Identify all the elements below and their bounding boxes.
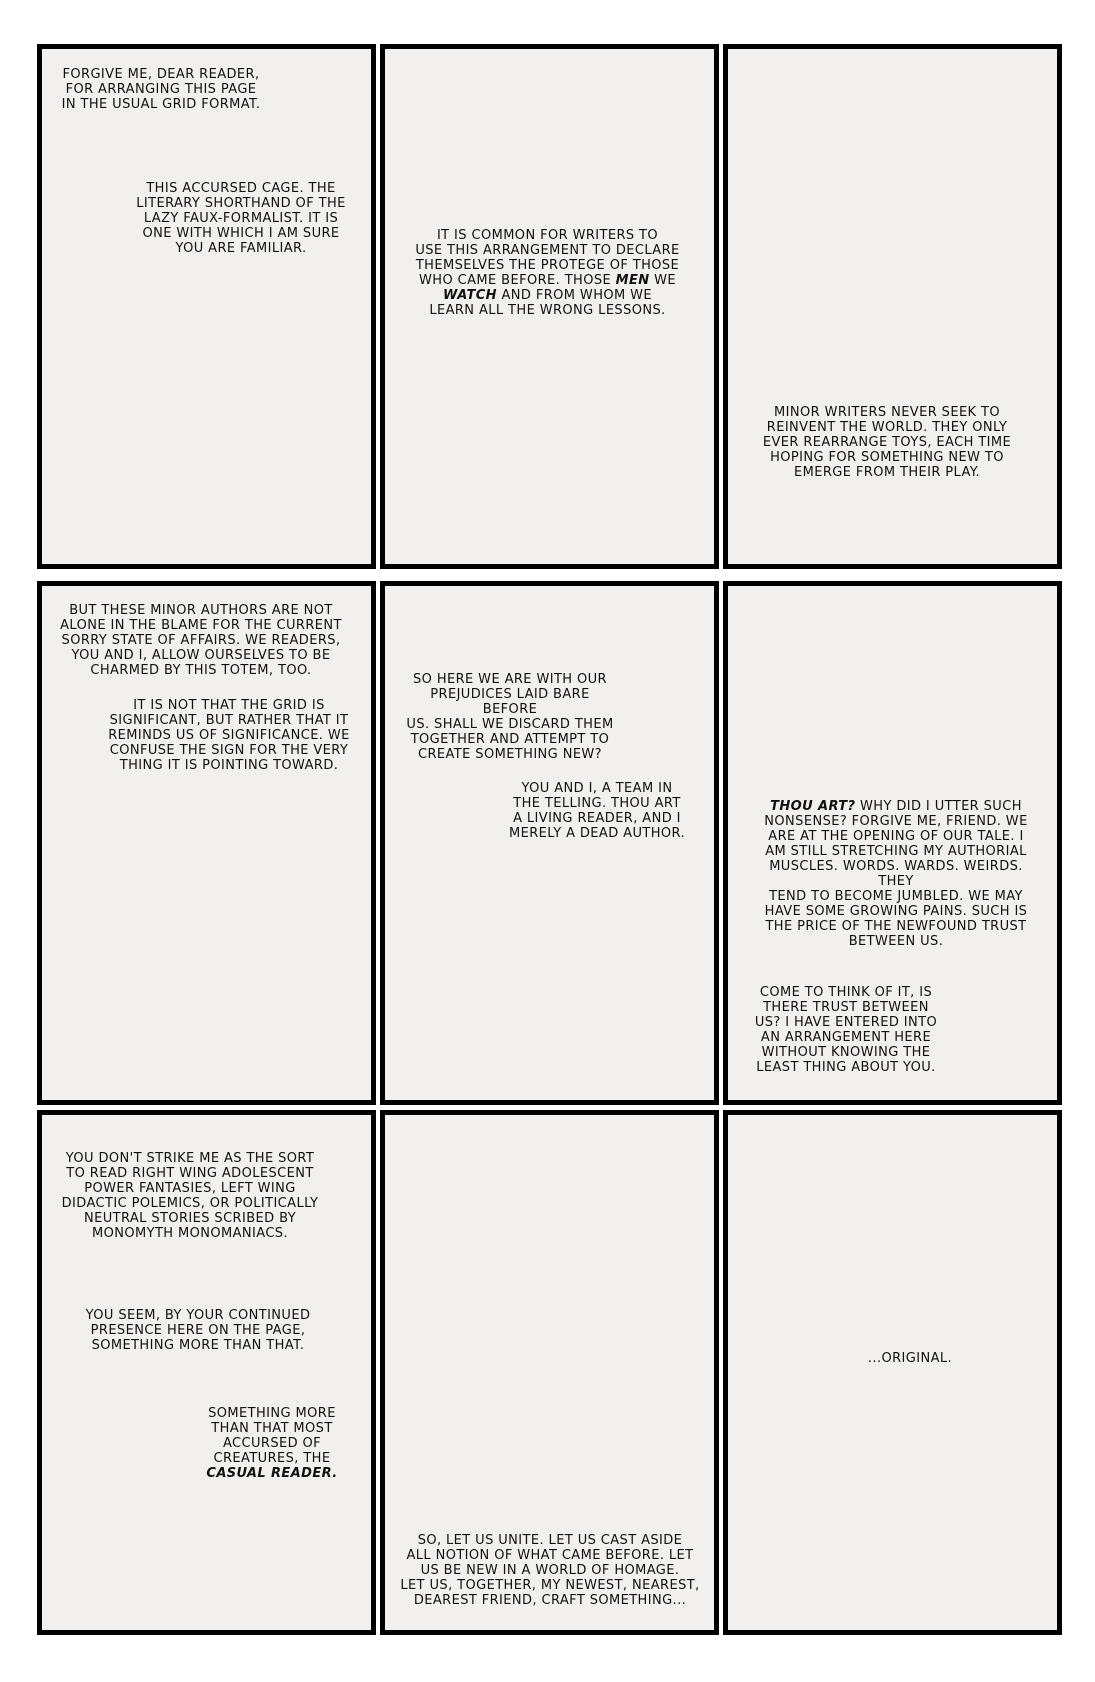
caption-text: SOMETHING MORE THAN THAT MOST ACCURSED OF CREATURES, THE [208, 1406, 336, 1466]
caption-minor-writers: MINOR WRITERS NEVER SEEK TO REINVENT THE WORLD. THEY ONLY EVER REARRANGE TOYS, EACH TIME HOPING FOR SOMETHING NEW TO EMERGE FROM THEIR PLAY. [762, 405, 1012, 480]
panel-9 [723, 1110, 1062, 1635]
caption-emphasis: THOU ART? [770, 799, 856, 814]
caption-forgive-me: FORGIVE ME, DEAR READER, FOR ARRANGING THIS PAGE IN THE USUAL GRID FORMAT. [61, 67, 261, 112]
caption-text: WE [654, 273, 676, 288]
panel-1 [37, 44, 376, 569]
panel-6 [723, 581, 1062, 1105]
caption-emphasis: WATCH [442, 288, 497, 303]
caption-here-we-are: SO HERE WE ARE WITH OUR PREJUDICES LAID BARE BEFORE US. SHALL WE DISCARD THEM TOGETHER AND ATTEMPT TO CREATE SOMETHING NEW? [406, 672, 614, 762]
panel-5 [380, 581, 719, 1105]
panel-3 [723, 44, 1062, 569]
caption-thou-art [754, 799, 1038, 949]
caption-trust-between-us: COME TO THINK OF IT, IS THERE TRUST BETWEEN US? I HAVE ENTERED INTO AN ARRANGEMENT HERE WITHOUT KNOWING THE LEAST THING ABOUT YOU. [754, 985, 938, 1075]
caption-casual-reader [202, 1406, 342, 1481]
caption-let-us-unite: SO, LET US UNITE. LET US CAST ASIDE ALL NOTION OF WHAT CAME BEFORE. LET US BE NEW IN A WORLD OF HOMAGE. LET US, TOGETHER, MY NEWEST, NEAREST, DEAREST FRIEND, CRAFT SOMETHING... [400, 1533, 700, 1608]
caption-right-wing: YOU DON'T STRIKE ME AS THE SORT TO READ RIGHT WING ADOLESCENT POWER FANTASIES, LEFT WING DIDACTIC POLEMICS, OR POLITICALLY NEUTRAL STORIES SCRIBED BY MONOMYTH MONOMANIACS. [61, 1151, 319, 1241]
panel-7 [37, 1110, 376, 1635]
panel-4 [37, 581, 376, 1105]
caption-text: WHY DID I UTTER SUCH NONSENSE? FORGIVE ME, FRIEND. WE ARE AT THE OPENING OF OUR TALE. I AM STILL STRETCHING MY AUTHORIAL MUSCLES. WORDS. WARDS. WEIRDS. THEY TEND TO BECOME JUMBLED. WE MAY HAVE SOME GROWING PAINS. SUCH IS THE PRICE OF THE NEWFOUND TRUST BETWEEN US. [764, 799, 1028, 949]
panel-2 [380, 44, 719, 569]
caption-text: AND FROM WHOM WE LEARN ALL THE WRONG LESSONS. [429, 288, 666, 318]
caption-common-for-writers [405, 228, 690, 318]
caption-emphasis: CASUAL READER. [206, 1466, 338, 1481]
caption-grid-significant: IT IS NOT THAT THE GRID IS SIGNIFICANT, BUT RATHER THAT IT REMINDS US OF SIGNIFICANCE. WE CONFUSE THE SIGN FOR THE VERY THING IT IS POINTING TOWARD. [108, 698, 350, 773]
caption-original: ...ORIGINAL. [867, 1351, 953, 1366]
panel-8 [380, 1110, 719, 1635]
caption-emphasis: MEN [615, 273, 650, 288]
caption-team-in-telling: YOU AND I, A TEAM IN THE TELLING. THOU ART A LIVING READER, AND I MERELY A DEAD AUTHOR. [509, 781, 686, 841]
caption-you-seem: YOU SEEM, BY YOUR CONTINUED PRESENCE HERE ON THE PAGE, SOMETHING MORE THAN THAT. [85, 1308, 311, 1353]
caption-accursed-cage: THIS ACCURSED CAGE. THE LITERARY SHORTHAND OF THE LAZY FAUX-FORMALIST. IT IS ONE WITH WHICH I AM SURE YOU ARE FAMILIAR. [136, 181, 346, 256]
caption-text: IT IS COMMON FOR WRITERS TO USE THIS ARRANGEMENT TO DECLARE THEMSELVES THE PROTEGE OF THOSE WHO CAME BEFORE. THOSE [415, 228, 680, 288]
caption-minor-authors: BUT THESE MINOR AUTHORS ARE NOT ALONE IN THE BLAME FOR THE CURRENT SORRY STATE OF AFFAIRS. WE READERS, YOU AND I, ALLOW OURSELVES TO BE CHARMED BY THIS TOTEM, TOO. [60, 603, 342, 678]
